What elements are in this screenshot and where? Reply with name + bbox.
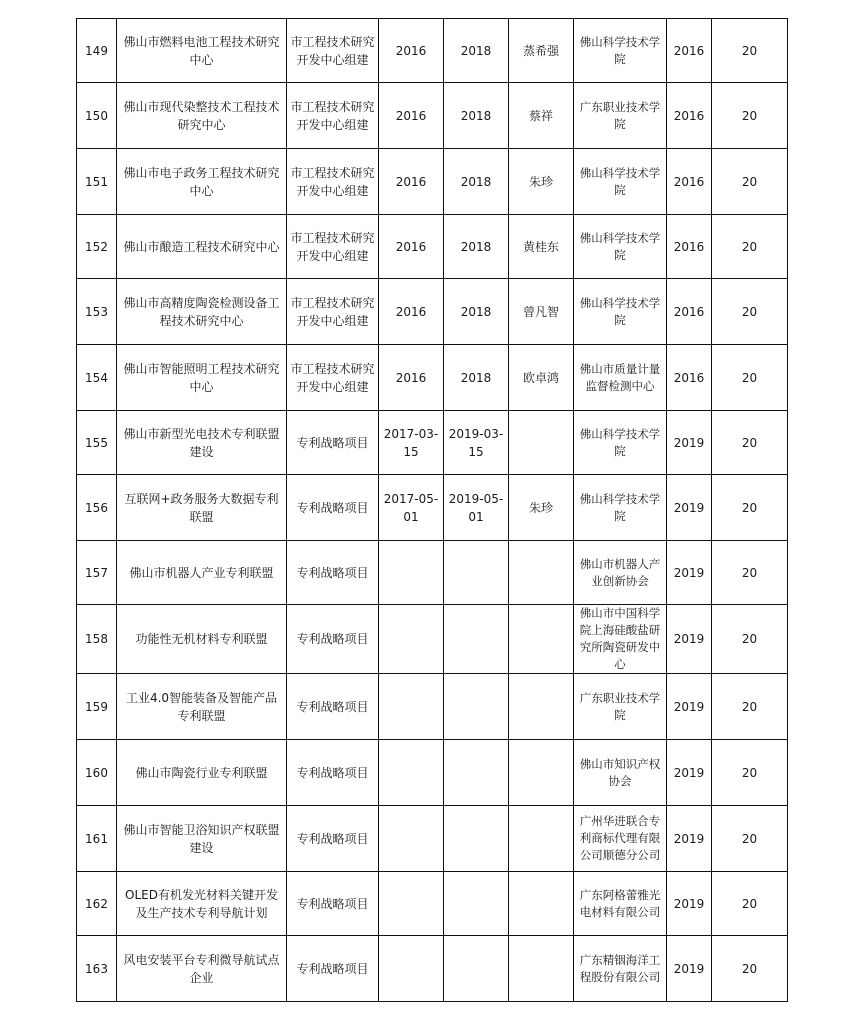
cell-unit: 佛山科学技术学院 [574, 475, 667, 541]
cell-number: 160 [77, 740, 117, 806]
cell-start-date: 2016 [379, 149, 444, 215]
cell-project-name: 佛山市陶瓷行业专利联盟 [117, 740, 287, 806]
cell-project-name: 佛山市智能卫浴知识产权联盟建设 [117, 806, 287, 872]
cell-year: 2019 [667, 475, 712, 541]
cell-leader: 蔡祥 [509, 83, 574, 149]
cell-amount: 20 [712, 806, 788, 872]
table-row [77, 19, 788, 83]
cell-start-date [379, 872, 444, 936]
cell-unit: 佛山市机器人产业创新协会 [574, 541, 667, 605]
cell-project-type: 市工程技术研究开发中心组建 [287, 279, 379, 345]
cell-end-date: 2018 [444, 149, 509, 215]
cell-project-name: 佛山市燃料电池工程技术研究中心 [117, 19, 287, 83]
cell-number: 154 [77, 345, 117, 411]
cell-leader: 欧卓鸿 [509, 345, 574, 411]
cell-unit: 佛山科学技术学院 [574, 279, 667, 345]
cell-leader: 黄桂东 [509, 215, 574, 279]
cell-start-date [379, 605, 444, 674]
cell-end-date [444, 740, 509, 806]
cell-number: 150 [77, 83, 117, 149]
table-row [77, 279, 788, 345]
cell-start-date: 2017-05-01 [379, 475, 444, 541]
cell-project-type: 市工程技术研究开发中心组建 [287, 19, 379, 83]
table-row [77, 215, 788, 279]
cell-end-date: 2018 [444, 83, 509, 149]
cell-unit: 佛山科学技术学院 [574, 19, 667, 83]
cell-year: 2019 [667, 806, 712, 872]
cell-year: 2016 [667, 149, 712, 215]
table-row [77, 475, 788, 541]
cell-start-date: 2016 [379, 83, 444, 149]
cell-end-date [444, 605, 509, 674]
cell-unit: 佛山市知识产权协会 [574, 740, 667, 806]
project-table [76, 18, 788, 1002]
cell-amount: 20 [712, 215, 788, 279]
cell-number: 161 [77, 806, 117, 872]
cell-leader [509, 674, 574, 740]
cell-project-type: 市工程技术研究开发中心组建 [287, 345, 379, 411]
cell-year: 2019 [667, 674, 712, 740]
table-row [77, 83, 788, 149]
cell-project-name: 佛山市新型光电技术专利联盟建设 [117, 411, 287, 475]
cell-project-type: 专利战略项目 [287, 475, 379, 541]
cell-number: 163 [77, 936, 117, 1002]
cell-year: 2019 [667, 605, 712, 674]
cell-year: 2016 [667, 83, 712, 149]
cell-unit: 广东精铟海洋工程股份有限公司 [574, 936, 667, 1002]
cell-end-date [444, 936, 509, 1002]
cell-project-name: 佛山市高精度陶瓷检测设备工程技术研究中心 [117, 279, 287, 345]
cell-leader: 朱珍 [509, 475, 574, 541]
cell-start-date: 2016 [379, 279, 444, 345]
cell-project-name: 功能性无机材料专利联盟 [117, 605, 287, 674]
cell-end-date: 2018 [444, 279, 509, 345]
cell-project-type: 市工程技术研究开发中心组建 [287, 149, 379, 215]
cell-project-type: 市工程技术研究开发中心组建 [287, 83, 379, 149]
cell-number: 155 [77, 411, 117, 475]
cell-amount: 20 [712, 674, 788, 740]
cell-project-type: 专利战略项目 [287, 411, 379, 475]
table-row [77, 740, 788, 806]
cell-year: 2019 [667, 541, 712, 605]
cell-year: 2019 [667, 411, 712, 475]
cell-amount: 20 [712, 345, 788, 411]
cell-year: 2019 [667, 872, 712, 936]
cell-end-date [444, 674, 509, 740]
cell-amount: 20 [712, 83, 788, 149]
cell-year: 2019 [667, 936, 712, 1002]
table-row [77, 541, 788, 605]
cell-number: 156 [77, 475, 117, 541]
cell-project-type: 专利战略项目 [287, 541, 379, 605]
cell-end-date [444, 541, 509, 605]
cell-end-date: 2019-05-01 [444, 475, 509, 541]
table-body [77, 19, 788, 1002]
cell-project-name: 佛山市酿造工程技术研究中心 [117, 215, 287, 279]
cell-amount: 20 [712, 149, 788, 215]
cell-start-date: 2017-03-15 [379, 411, 444, 475]
cell-start-date [379, 541, 444, 605]
cell-start-date [379, 740, 444, 806]
cell-unit: 佛山科学技术学院 [574, 149, 667, 215]
cell-project-type: 专利战略项目 [287, 936, 379, 1002]
table-row [77, 674, 788, 740]
table-row [77, 345, 788, 411]
cell-end-date: 2019-03-15 [444, 411, 509, 475]
table-row [77, 411, 788, 475]
cell-project-name: 佛山市机器人产业专利联盟 [117, 541, 287, 605]
project-table-page [76, 18, 787, 1002]
cell-amount: 20 [712, 605, 788, 674]
cell-start-date: 2016 [379, 19, 444, 83]
cell-project-name: 风电安装平台专利微导航试点企业 [117, 936, 287, 1002]
cell-project-name: 工业4.0智能装备及智能产品专利联盟 [117, 674, 287, 740]
cell-year: 2016 [667, 279, 712, 345]
cell-unit: 佛山科学技术学院 [574, 411, 667, 475]
cell-project-name: 互联网+政务服务大数据专利联盟 [117, 475, 287, 541]
cell-project-name: 佛山市智能照明工程技术研究中心 [117, 345, 287, 411]
cell-start-date: 2016 [379, 345, 444, 411]
cell-end-date [444, 806, 509, 872]
table-row [77, 806, 788, 872]
cell-number: 149 [77, 19, 117, 83]
cell-project-type: 专利战略项目 [287, 674, 379, 740]
cell-project-type: 专利战略项目 [287, 806, 379, 872]
cell-start-date: 2016 [379, 215, 444, 279]
cell-end-date: 2018 [444, 215, 509, 279]
cell-year: 2019 [667, 740, 712, 806]
cell-unit: 广东阿格蕾雅光电材料有限公司 [574, 872, 667, 936]
cell-leader [509, 872, 574, 936]
cell-amount: 20 [712, 872, 788, 936]
cell-number: 152 [77, 215, 117, 279]
cell-leader [509, 936, 574, 1002]
cell-leader [509, 740, 574, 806]
cell-amount: 20 [712, 475, 788, 541]
cell-leader: 朱珍 [509, 149, 574, 215]
cell-start-date [379, 674, 444, 740]
table-row [77, 605, 788, 674]
cell-unit: 广东职业技术学院 [574, 83, 667, 149]
cell-amount: 20 [712, 19, 788, 83]
cell-start-date [379, 936, 444, 1002]
cell-project-type: 专利战略项目 [287, 872, 379, 936]
cell-year: 2016 [667, 345, 712, 411]
cell-start-date [379, 806, 444, 872]
cell-project-name: 佛山市现代染整技术工程技术研究中心 [117, 83, 287, 149]
cell-amount: 20 [712, 279, 788, 345]
cell-leader: 曾凡智 [509, 279, 574, 345]
cell-amount: 20 [712, 936, 788, 1002]
cell-leader [509, 411, 574, 475]
cell-project-type: 专利战略项目 [287, 740, 379, 806]
cell-amount: 20 [712, 411, 788, 475]
cell-end-date: 2018 [444, 345, 509, 411]
cell-unit: 佛山市质量计量监督检测中心 [574, 345, 667, 411]
cell-project-name: 佛山市电子政务工程技术研究中心 [117, 149, 287, 215]
cell-number: 153 [77, 279, 117, 345]
cell-number: 158 [77, 605, 117, 674]
cell-project-type: 市工程技术研究开发中心组建 [287, 215, 379, 279]
cell-amount: 20 [712, 541, 788, 605]
cell-leader [509, 605, 574, 674]
cell-leader: 蒸希强 [509, 19, 574, 83]
cell-unit: 广东职业技术学院 [574, 674, 667, 740]
cell-end-date [444, 872, 509, 936]
cell-year: 2016 [667, 215, 712, 279]
table-row [77, 936, 788, 1002]
cell-leader [509, 806, 574, 872]
cell-number: 159 [77, 674, 117, 740]
table-row [77, 872, 788, 936]
cell-number: 162 [77, 872, 117, 936]
cell-number: 157 [77, 541, 117, 605]
cell-unit: 佛山市中国科学院上海硅酸盐研究所陶瓷研发中心 [574, 605, 667, 674]
cell-project-type: 专利战略项目 [287, 605, 379, 674]
cell-end-date: 2018 [444, 19, 509, 83]
cell-unit: 广州华进联合专利商标代理有限公司顺德分公司 [574, 806, 667, 872]
cell-amount: 20 [712, 740, 788, 806]
cell-unit: 佛山科学技术学院 [574, 215, 667, 279]
cell-year: 2016 [667, 19, 712, 83]
cell-leader [509, 541, 574, 605]
cell-number: 151 [77, 149, 117, 215]
cell-project-name: OLED有机发光材料关键开发及生产技术专利导航计划 [117, 872, 287, 936]
table-row [77, 149, 788, 215]
